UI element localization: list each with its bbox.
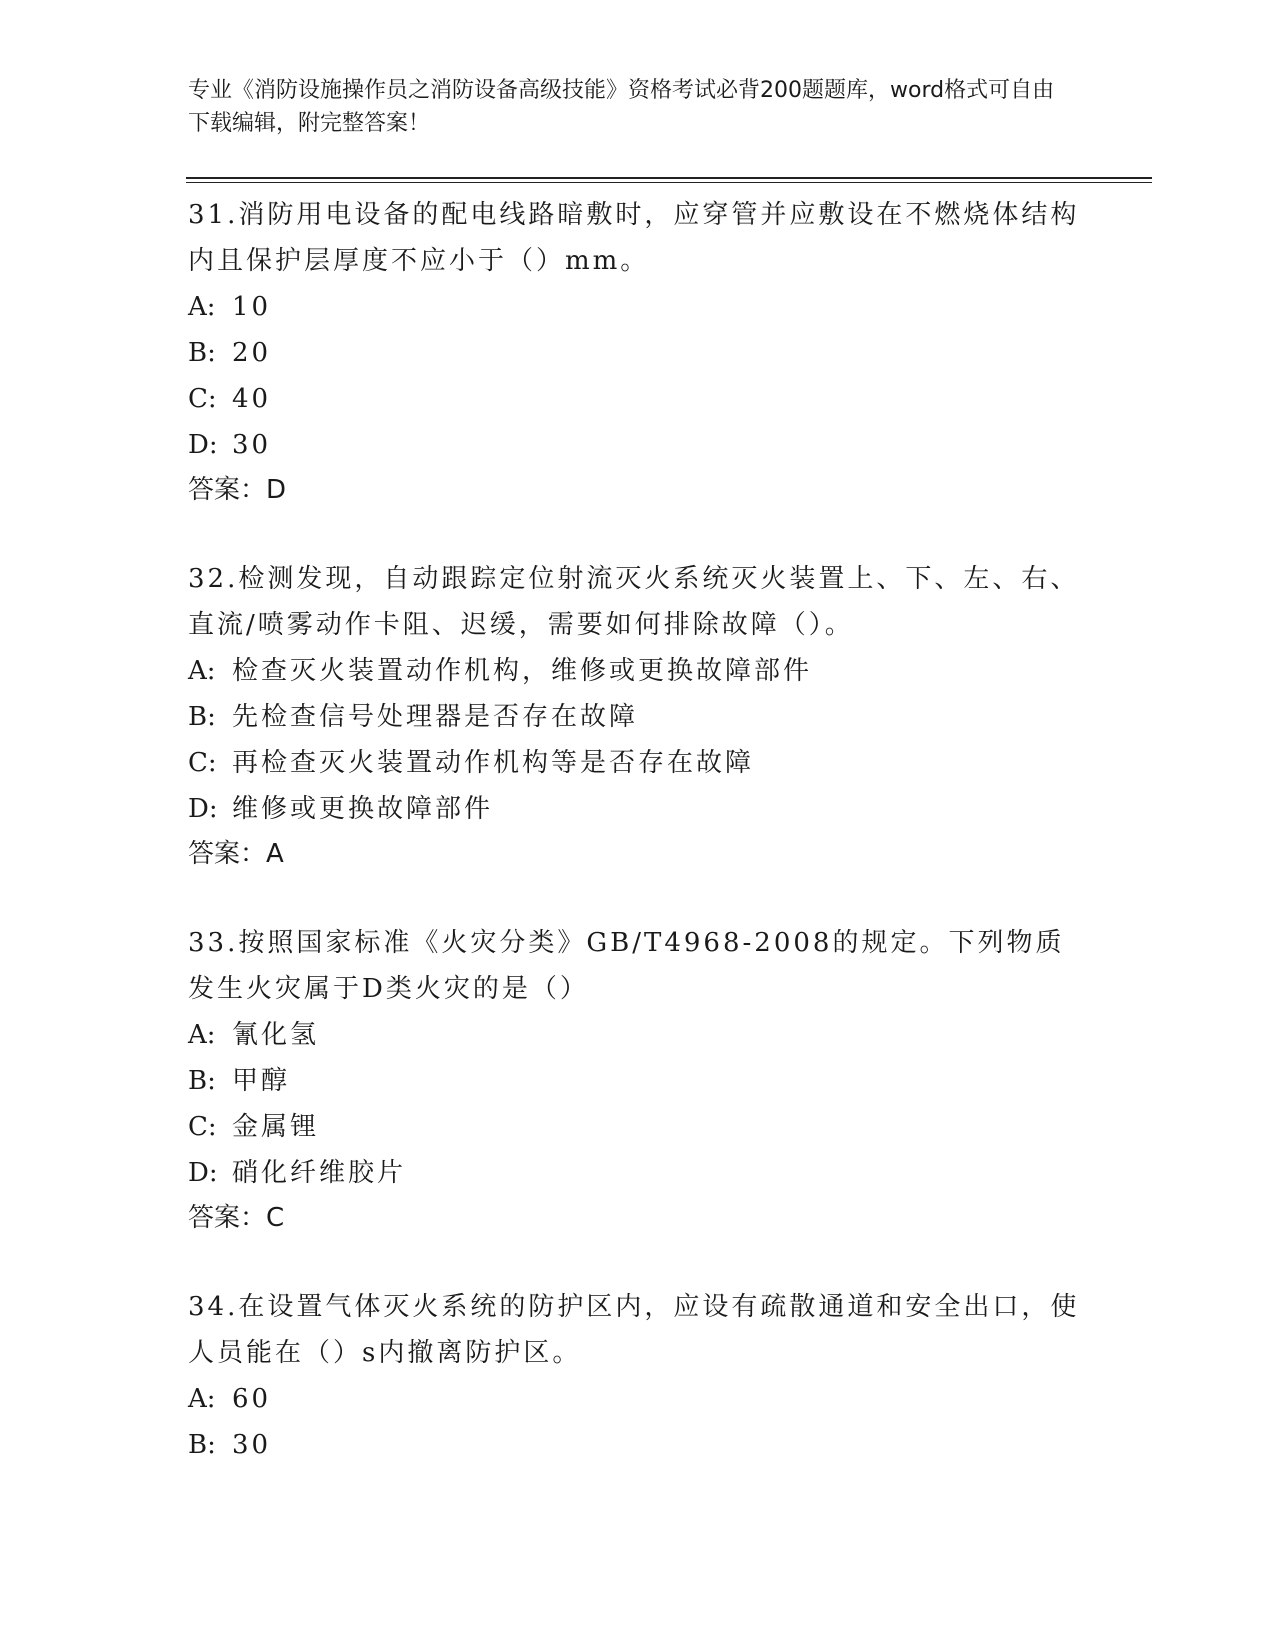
answer-line: 答案：A [188, 839, 284, 869]
question-stem: 31.消防用电设备的配电线路暗敷时，应穿管并应敷设在不燃烧体结构内且保护层厚度不应小于（）mm。 [188, 200, 1080, 276]
option-key: D: [188, 430, 218, 460]
option-text: 10 [232, 292, 272, 322]
option-c [188, 740, 1088, 786]
option-key: B: [188, 338, 216, 368]
option-key: A: [188, 1020, 216, 1050]
option-c [188, 1104, 1088, 1150]
option-b [188, 1058, 1088, 1104]
option-text: 氰化氢 [232, 1020, 320, 1050]
option-text: 再检查灭火装置动作机构等是否存在故障 [232, 748, 755, 778]
option-text: 维修或更换故障部件 [232, 794, 494, 824]
option-key: B: [188, 1066, 216, 1096]
question-stem: 34.在设置气体灭火系统的防护区内，应设有疏散通道和安全出口，使人员能在（）s内撤离防护区。 [188, 1292, 1080, 1368]
answer-line: 答案：D [188, 475, 287, 505]
option-key: A: [188, 292, 216, 322]
option-key: B: [188, 702, 216, 732]
option-key: D: [188, 1158, 218, 1188]
option-key: A: [188, 1384, 216, 1414]
option-text: 40 [232, 384, 272, 414]
option-text: 30 [232, 430, 272, 460]
option-key: A: [188, 656, 216, 686]
option-a [188, 1376, 1088, 1422]
option-key: C: [188, 1112, 217, 1142]
option-b [188, 1422, 1088, 1468]
option-key: D: [188, 794, 218, 824]
question-stem: 33.按照国家标准《火灾分类》GB/T4968-2008的规定。下列物质发生火灾属于D类火灾的是（） [188, 928, 1065, 1004]
option-text: 30 [232, 1430, 272, 1460]
option-a [188, 1012, 1088, 1058]
option-key: B: [188, 1430, 216, 1460]
option-key: C: [188, 748, 217, 778]
option-c [188, 376, 1088, 422]
option-text: 检查灭火装置动作机构，维修或更换故障部件 [232, 656, 813, 686]
question-34 [188, 1284, 1088, 1468]
header-divider-thin [186, 182, 1152, 183]
option-a [188, 648, 1088, 694]
document-header: 专业《消防设施操作员之消防设备高级技能》资格考试必背200题题库，word格式可自由下载编辑，附完整答案！ [188, 78, 1055, 136]
option-d [188, 786, 1088, 832]
option-text: 金属锂 [232, 1112, 320, 1142]
option-text: 甲醇 [232, 1066, 291, 1096]
question-33 [188, 920, 1088, 1240]
answer-line: 答案：C [188, 1203, 285, 1233]
option-d [188, 1150, 1088, 1196]
option-text: 硝化纤维胶片 [232, 1158, 407, 1188]
option-b [188, 694, 1088, 740]
option-b [188, 330, 1088, 376]
option-text: 先检查信号处理器是否存在故障 [232, 702, 639, 732]
question-stem: 32.检测发现，自动跟踪定位射流灭火系统灭火装置上、下、左、右、直流/喷雾动作卡阻、迟缓，需要如何排除故障（）。 [188, 564, 1080, 640]
option-d [188, 422, 1088, 468]
option-text: 60 [232, 1384, 272, 1414]
question-31 [188, 192, 1088, 512]
option-text: 20 [232, 338, 272, 368]
question-32 [188, 556, 1088, 876]
option-a [188, 284, 1088, 330]
header-divider-thick [186, 177, 1152, 179]
option-key: C: [188, 384, 217, 414]
question-list [188, 192, 1088, 1512]
